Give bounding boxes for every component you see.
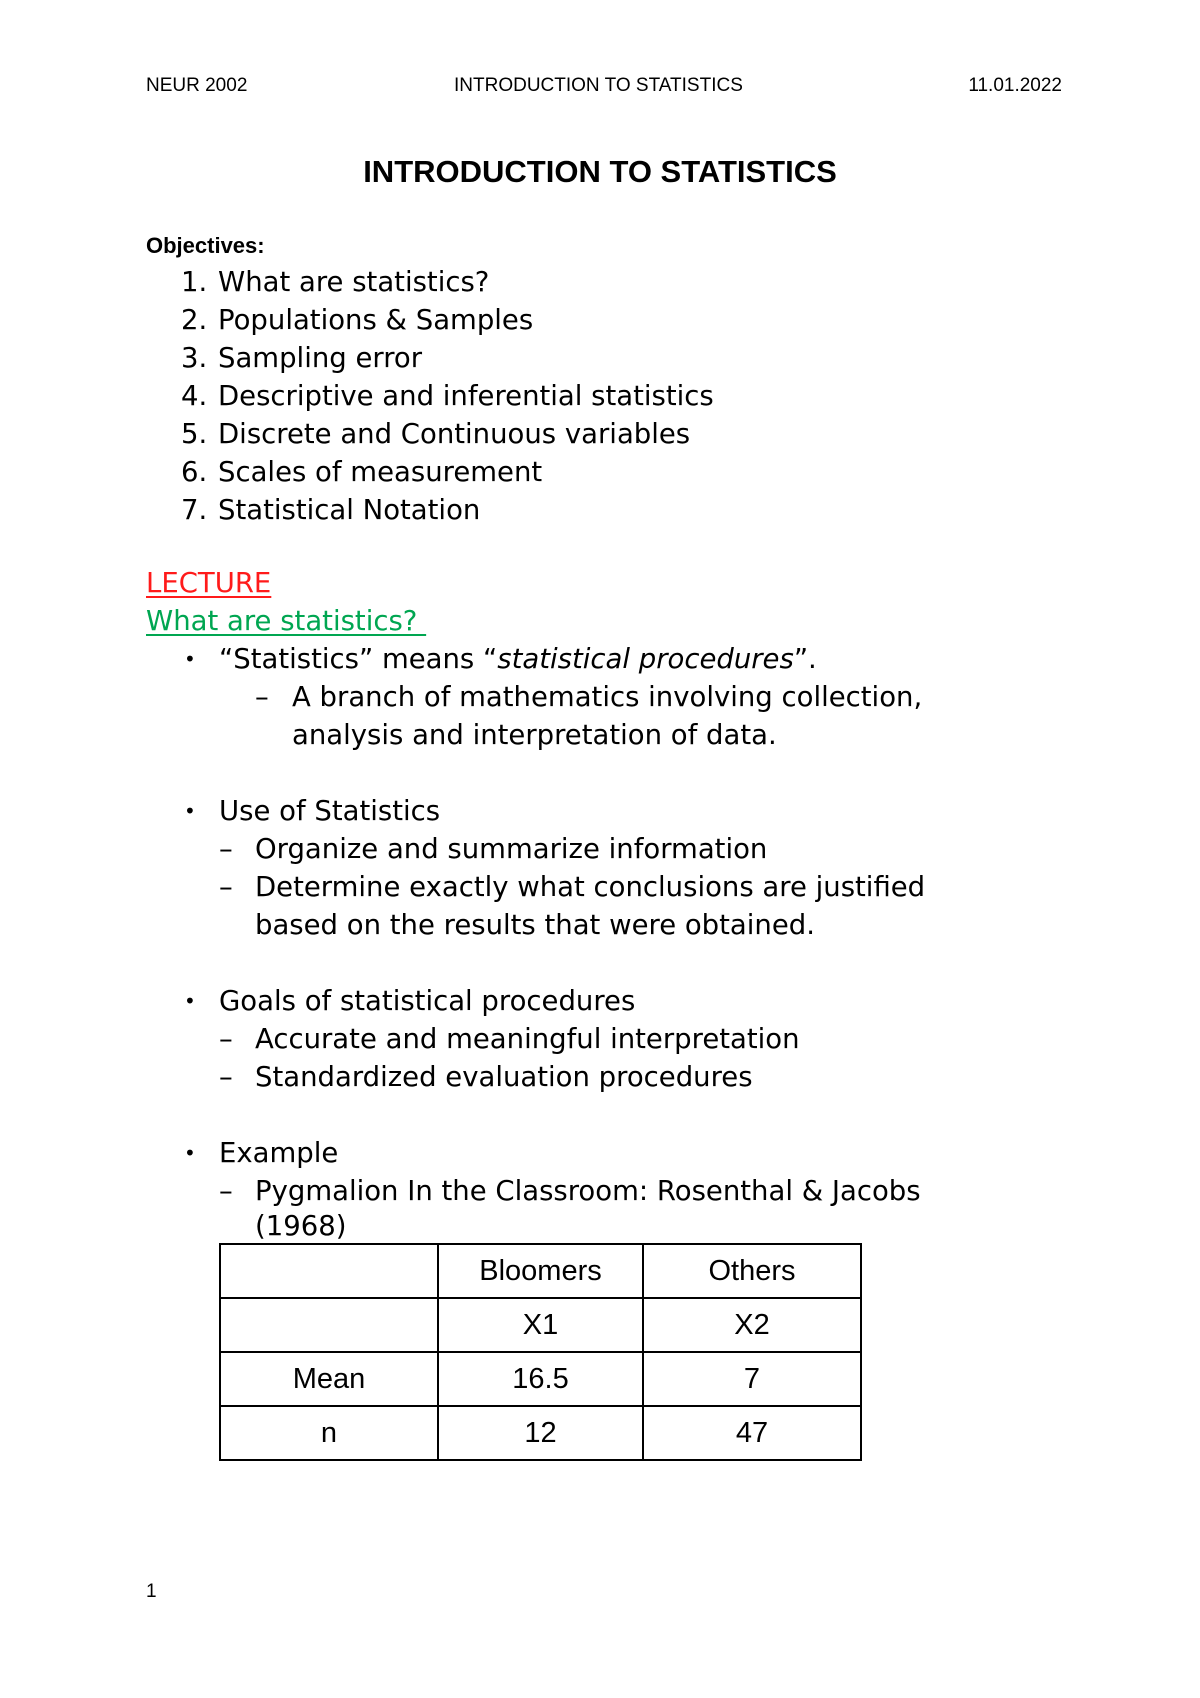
sub-bullet-text: based on the results that were obtained. — [255, 909, 815, 941]
list-item — [146, 415, 714, 453]
sub-bullet-text: (1968) — [255, 1210, 347, 1242]
bullet-icon: • — [184, 799, 196, 823]
sub-bullet-text: A branch of mathematics involving collection, — [292, 681, 923, 713]
header-title: INTRODUCTION TO STATISTICS — [454, 75, 743, 96]
sub-bullet-text: Standardized evaluation procedures — [255, 1061, 753, 1093]
table-cell: X2 — [643, 1298, 861, 1352]
list-item — [146, 453, 714, 491]
list-text: Discrete and Continuous variables — [218, 418, 691, 450]
list-item — [146, 301, 714, 339]
table-cell: 16.5 — [438, 1352, 643, 1406]
table-row-label: Mean — [220, 1352, 438, 1406]
list-number: 1. — [181, 266, 208, 298]
list-text: Sampling error — [218, 342, 423, 374]
dash-icon: – — [219, 871, 233, 903]
sub-bullet-text: Organize and summarize information — [255, 833, 768, 865]
sub-bullet-text: analysis and interpretation of data. — [292, 719, 777, 751]
header-date: 11.01.2022 — [968, 75, 1062, 96]
list-number: 7. — [181, 494, 208, 526]
bullet-icon: • — [184, 647, 196, 671]
table-header-cell: Others — [643, 1244, 861, 1298]
bullet-statistics-definition — [219, 640, 817, 678]
document-title: INTRODUCTION TO STATISTICS — [363, 154, 837, 189]
bullet-text: “Statistics” means “ — [219, 643, 498, 675]
section-heading: What are statistics? — [146, 605, 427, 637]
dash-icon: – — [219, 1061, 233, 1093]
bullet-icon: • — [184, 1141, 196, 1165]
table-cell — [220, 1298, 438, 1352]
table-cell: 12 — [438, 1406, 643, 1460]
list-number: 3. — [181, 342, 208, 374]
bullet-text: Goals of statistical procedures — [219, 985, 636, 1017]
table-cell: 7 — [643, 1352, 861, 1406]
lecture-label: LECTURE — [146, 567, 272, 599]
table-row — [220, 1406, 861, 1460]
table-header-cell: Bloomers — [438, 1244, 643, 1298]
header-course-code: NEUR 2002 — [146, 75, 248, 96]
list-number: 6. — [181, 456, 208, 488]
list-number: 4. — [181, 380, 208, 412]
dash-icon: – — [255, 681, 269, 713]
bullet-text: ”. — [793, 643, 817, 675]
list-text: Populations & Samples — [218, 304, 534, 336]
sub-bullet-text: Determine exactly what conclusions are justified — [255, 871, 926, 903]
table-row — [220, 1298, 861, 1352]
table-row-label: n — [220, 1406, 438, 1460]
objectives-list — [146, 263, 714, 529]
dash-icon: – — [219, 1175, 233, 1207]
bullet-text: Use of Statistics — [219, 795, 441, 827]
table-row — [220, 1244, 861, 1298]
dash-icon: – — [219, 833, 233, 865]
table-cell: X1 — [438, 1298, 643, 1352]
bullet-icon: • — [184, 989, 196, 1013]
results-table — [219, 1243, 862, 1461]
list-number: 5. — [181, 418, 208, 450]
list-item — [146, 339, 714, 377]
table-cell — [220, 1244, 438, 1298]
bullet-text: Example — [219, 1137, 339, 1169]
list-text: What are statistics? — [218, 266, 490, 298]
list-item — [146, 377, 714, 415]
sub-bullet-text: Pygmalion In the Classroom: Rosenthal & Jacobs — [255, 1175, 921, 1207]
bullet-emphasis: statistical procedures — [497, 643, 794, 675]
list-text: Statistical Notation — [218, 494, 481, 526]
list-item — [146, 491, 714, 529]
page-number: 1 — [146, 1581, 157, 1602]
objectives-heading: Objectives: — [146, 233, 265, 258]
table-row — [220, 1352, 861, 1406]
dash-icon: – — [219, 1023, 233, 1055]
list-item — [146, 263, 714, 301]
list-number: 2. — [181, 304, 208, 336]
list-text: Descriptive and inferential statistics — [218, 380, 714, 412]
list-text: Scales of measurement — [218, 456, 543, 488]
sub-bullet-text: Accurate and meaningful interpretation — [255, 1023, 800, 1055]
table-cell: 47 — [643, 1406, 861, 1460]
